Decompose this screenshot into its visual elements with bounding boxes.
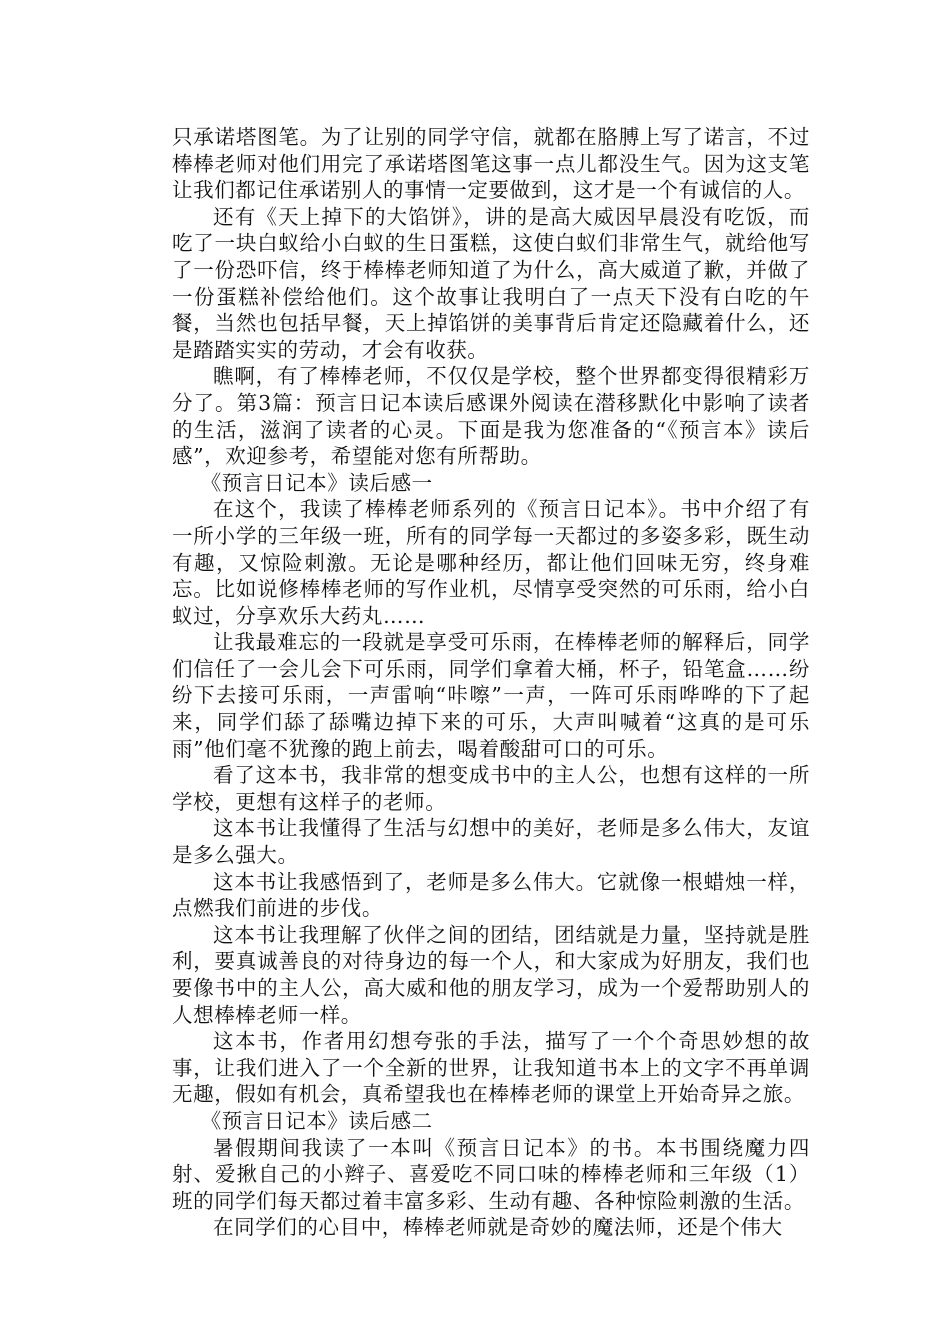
paragraph: 在这个，我读了棒棒老师系列的《预言日记本》。书中介绍了有一所小学的三年级一班，所有的同学每一天都过的多姿多彩，既生动有趣，又惊险刺激。无论是哪种经历，都让他们回味无穷，终身难忘。比如说修棒棒老师的写作业机，尽情享受突然的可乐雨，给小白蚁过，分享欢乐大药丸…… xyxy=(172,497,810,628)
paragraph: 这本书让我理解了伙伴之间的团结，团结就是力量，坚持就是胜利，要真诚善良的对待身边的每一个人，和大家成为好朋友，我们也要像书中的主人公，高大威和他的朋友学习，成为一个爱帮助别人的人想棒棒老师一样。 xyxy=(172,922,810,1027)
section-heading: 《预言日记本》读后感二 xyxy=(200,1108,433,1133)
paragraph-continuation: 只承诺塔图笔。为了让别的同学守信，就都在胳膊上写了诺言，不过棒棒老师对他们用完了承诺塔图笔这事一点儿都没生气。因为这支笔让我们都记住承诺别人的事情一定要做到，这才是一个有诚信的人。 xyxy=(172,125,810,203)
paragraph: 还有《天上掉下的大馅饼》，讲的是高大威因早晨没有吃饭，而吃了一块白蚁给小白蚁的生日蛋糕，这使白蚁们非常生气，就给他写了一份恐吓信，终于棒棒老师知道了为什么，高大威道了歉，并做了一份蛋糕补偿给他们。这个故事让我明白了一点天下没有白吃的午餐，当然也包括早餐，天上掉馅饼的美事背后肯定还隐藏着什么，还是踏踏实实的劳动，才会有收获。 xyxy=(172,204,810,362)
document-body xyxy=(172,124,810,1241)
paragraph: 看了这本书，我非常的想变成书中的主人公，也想有这样的一所学校，更想有这样子的老师。 xyxy=(172,763,810,814)
paragraph: 让我最难忘的一段就是享受可乐雨，在棒棒老师的解释后，同学们信任了一会儿会下可乐雨，同学们拿着大桶，杯子，铅笔盒……纷纷下去接可乐雨，一声雷响“咔嚓”一声，一阵可乐雨哗哗的下了起来，同学们舔了舔嘴边掉下来的可乐，大声叫喊着“这真的是可乐雨”他们毫不犹豫的跑上前去，喝着酸甜可口的可乐。 xyxy=(172,630,810,761)
paragraph: 这本书，作者用幻想夸张的手法，描写了一个个奇思妙想的故事，让我们进入了一个全新的世界，让我知道书本上的文字不再单调无趣，假如有机会，真希望我也在棒棒老师的课堂上开始奇异之旅。 xyxy=(172,1029,810,1107)
paragraph: 这本书让我懂得了生活与幻想中的美好，老师是多么伟大，友谊是多么强大。 xyxy=(172,816,810,868)
paragraph: 暑假期间我读了一本叫《预言日记本》的书。本书围绕魔力四射、爱揪自己的小辫子、喜爱吃不同口味的棒棒老师和三年级（1）班的同学们每天都过着丰富多彩、生动有趣、各种惊险刺激的生活。 xyxy=(172,1135,810,1213)
paragraph: 瞧啊，有了棒棒老师，不仅仅是学校，整个世界都变得很精彩万分了。第3篇：预言日记本读后感课外阅读在潜移默化中影响了读者的生活，滋润了读者的心灵。下面是我为您准备的“《预言本》读后感”，欢迎参考，希望能对您有所帮助。 xyxy=(172,364,810,469)
paragraph: 在同学们的心目中，棒棒老师就是奇妙的魔法师，还是个伟大 xyxy=(213,1215,783,1240)
section-heading: 《预言日记本》读后感一 xyxy=(200,470,433,495)
paragraph: 这本书让我感悟到了，老师是多么伟大。它就像一根蜡烛一样，点燃我们前进的步伐。 xyxy=(172,869,810,921)
